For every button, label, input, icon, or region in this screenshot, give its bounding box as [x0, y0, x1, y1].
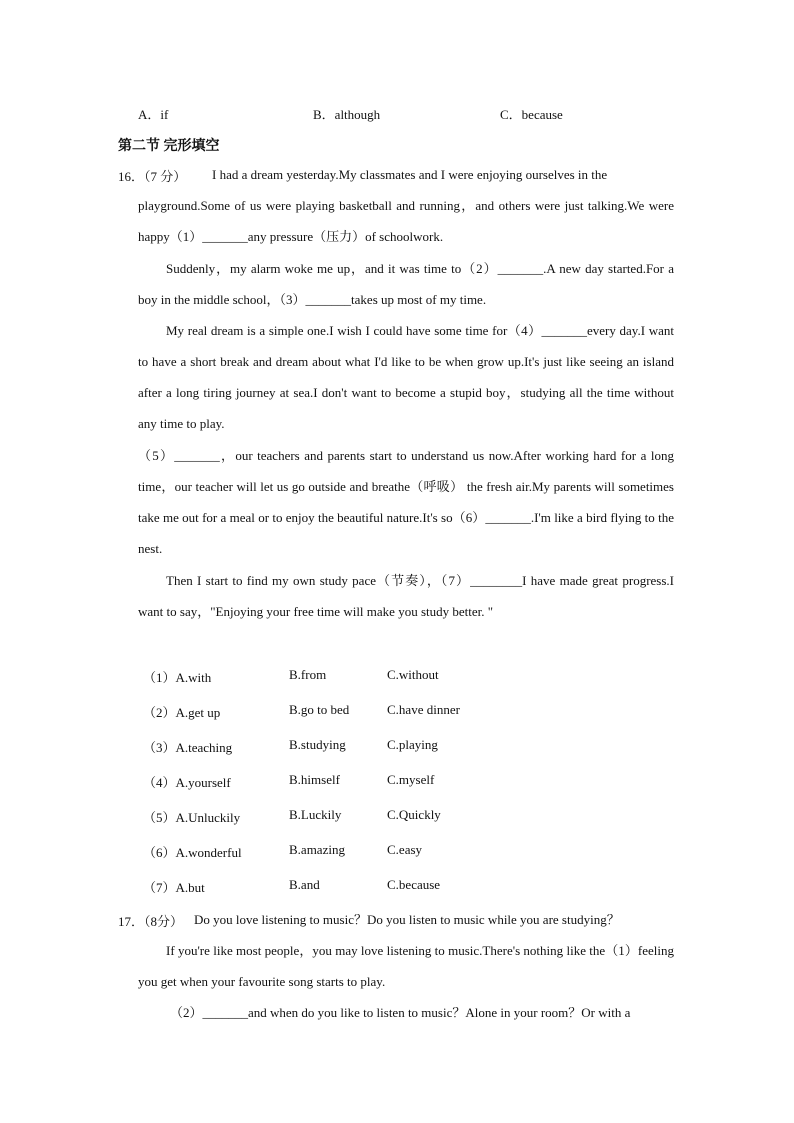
choice-row — [143, 807, 543, 827]
choice-c: C.easy — [387, 842, 423, 857]
choice-c: C.have dinner — [387, 702, 460, 717]
question-16-paragraph-4: （5）_______，our teachers and parents start to understand us now.After working hard for a long time，our teacher will let us go outside and breathe（呼吸） the fresh air.My parents will sometimes take me out for a meal or to enjoy the beautiful nature.It's so（6）_______.I'm like a bird flying to the nest. — [138, 448, 674, 556]
question-17-first-line: Do you love listening to music？Do you listen to music while you are studying？ — [194, 912, 620, 927]
question-16-paragraph-1: playground.Some of us were playing basketball and running，and others were just talking.We were happy（1）_______any pressure（压力）of schoolwork. — [138, 198, 674, 244]
question-16-first-line: I had a dream yesterday.My classmates and I were enjoying ourselves in the — [212, 167, 608, 182]
choice-b: B.amazing — [289, 842, 345, 857]
option-c: C．because — [500, 107, 563, 122]
question-17-paragraph-1: If you're like most people，you may love listening to music.There's nothing like the（1）feeling you get when your favourite song starts to play. — [138, 943, 674, 989]
choice-a: （7）A.but — [143, 880, 205, 895]
question-16-paragraph-2: Suddenly，my alarm woke me up，and it was time to（2）_______.A new day started.For a boy in the middle school，（3）_______takes up most of my time. — [138, 261, 674, 307]
question-17-paragraph-2: （2）_______and when do you like to listen to music？Alone in your room？Or with a — [170, 1005, 631, 1020]
choice-c: C.because — [387, 877, 441, 892]
choice-a: （4）A.yourself — [143, 775, 231, 790]
choice-row — [143, 842, 543, 862]
choice-c: C.Quickly — [387, 807, 441, 822]
choice-a: （1）A.with — [143, 670, 212, 685]
option-b: B．although — [313, 107, 381, 122]
choice-a: （5）A.Unluckily — [143, 810, 241, 825]
previous-question-options — [138, 104, 698, 122]
choice-a: （2）A.get up — [143, 705, 221, 720]
choice-b: B.himself — [289, 772, 340, 787]
question-16-paragraph-3: My real dream is a simple one.I wish I could have some time for（4）_______every day.I want to have a short break and dream about what I'd like to be when grow up.It's just like seeing an island after a long tiring journey at sea.I don't want to become a stupid boy，studying all the time without any time to play. — [138, 323, 674, 431]
choice-row — [143, 667, 543, 687]
question-16-paragraph-5: Then I start to find my own study pace（节奏），（7）________I have made great progress.I want to say，"Enjoying your free time will make you study better. " — [138, 573, 674, 619]
choice-a: （6）A.wonderful — [143, 845, 242, 860]
choice-row — [143, 877, 543, 897]
choice-b: B.from — [289, 667, 327, 682]
choice-row — [143, 702, 543, 722]
choice-c: C.playing — [387, 737, 438, 752]
choice-a: （3）A.teaching — [143, 740, 233, 755]
question-17-number: 17．（8分） — [118, 914, 184, 929]
choice-b: B.and — [289, 877, 320, 892]
choice-row — [143, 772, 543, 792]
section-title: 第二节 完形填空 — [118, 139, 220, 154]
choice-b: B.Luckily — [289, 807, 342, 822]
option-a: A．if — [138, 107, 169, 122]
question-16-number: 16．（7 分） — [118, 169, 187, 184]
choice-b: B.studying — [289, 737, 346, 752]
choice-row — [143, 737, 543, 757]
choice-c: C.myself — [387, 772, 435, 787]
choice-b: B.go to bed — [289, 702, 350, 717]
choice-c: C.without — [387, 667, 439, 682]
